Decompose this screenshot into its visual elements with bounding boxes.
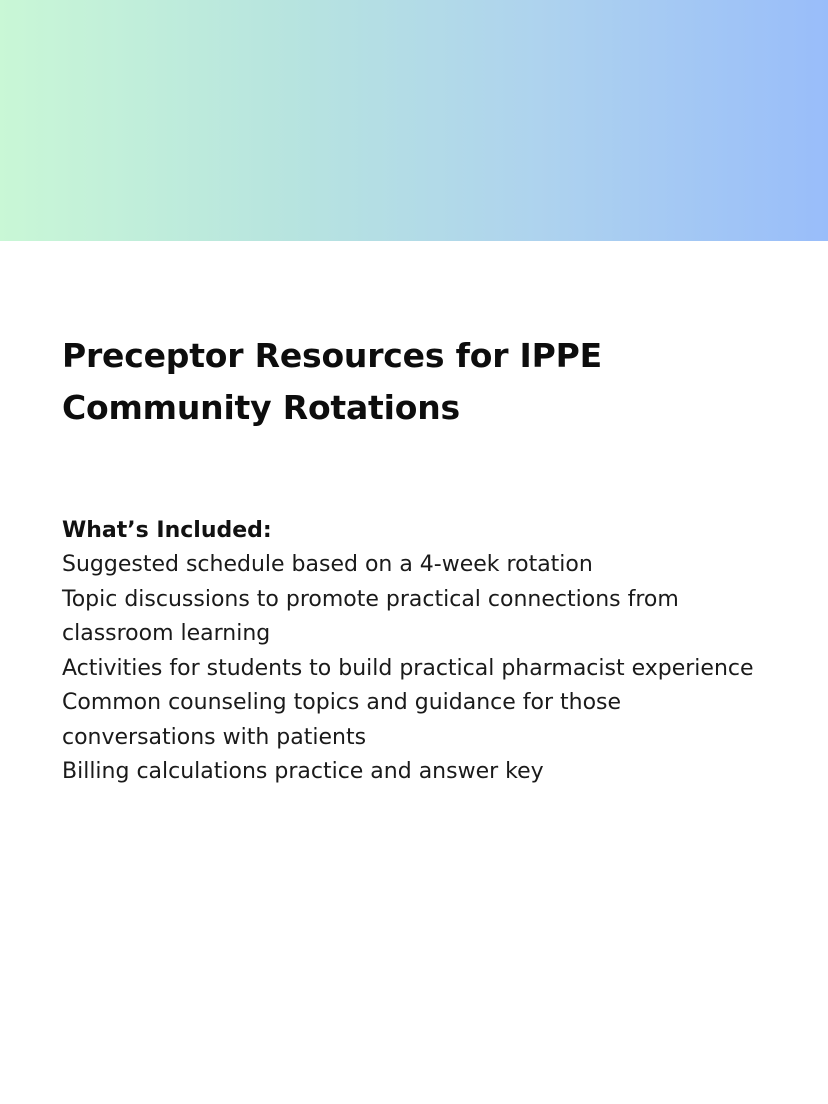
page-title-line-2: Community Rotations (62, 388, 460, 427)
list-item-topic-discussions: Topic discussions to promote practical connections from classroom learning (62, 586, 679, 646)
list-item-activities: Activities for students to build practical pharmacist experience (62, 655, 754, 681)
list-item-counseling-topics: Common counseling topics and guidance for those conversations with patients (62, 690, 622, 750)
whats-included-section (62, 514, 782, 790)
list-item-billing-calculations: Billing calculations practice and answer key (62, 759, 544, 784)
header-gradient-banner (0, 0, 828, 241)
page-title (62, 330, 782, 434)
list-item-schedule: Suggested schedule based on a 4-week rotation (62, 552, 593, 577)
whats-included-list (62, 548, 782, 790)
page-title-line-1: Preceptor Resources for IPPE (62, 336, 602, 375)
main-content (62, 330, 782, 790)
whats-included-heading: What’s Included: (62, 518, 272, 543)
